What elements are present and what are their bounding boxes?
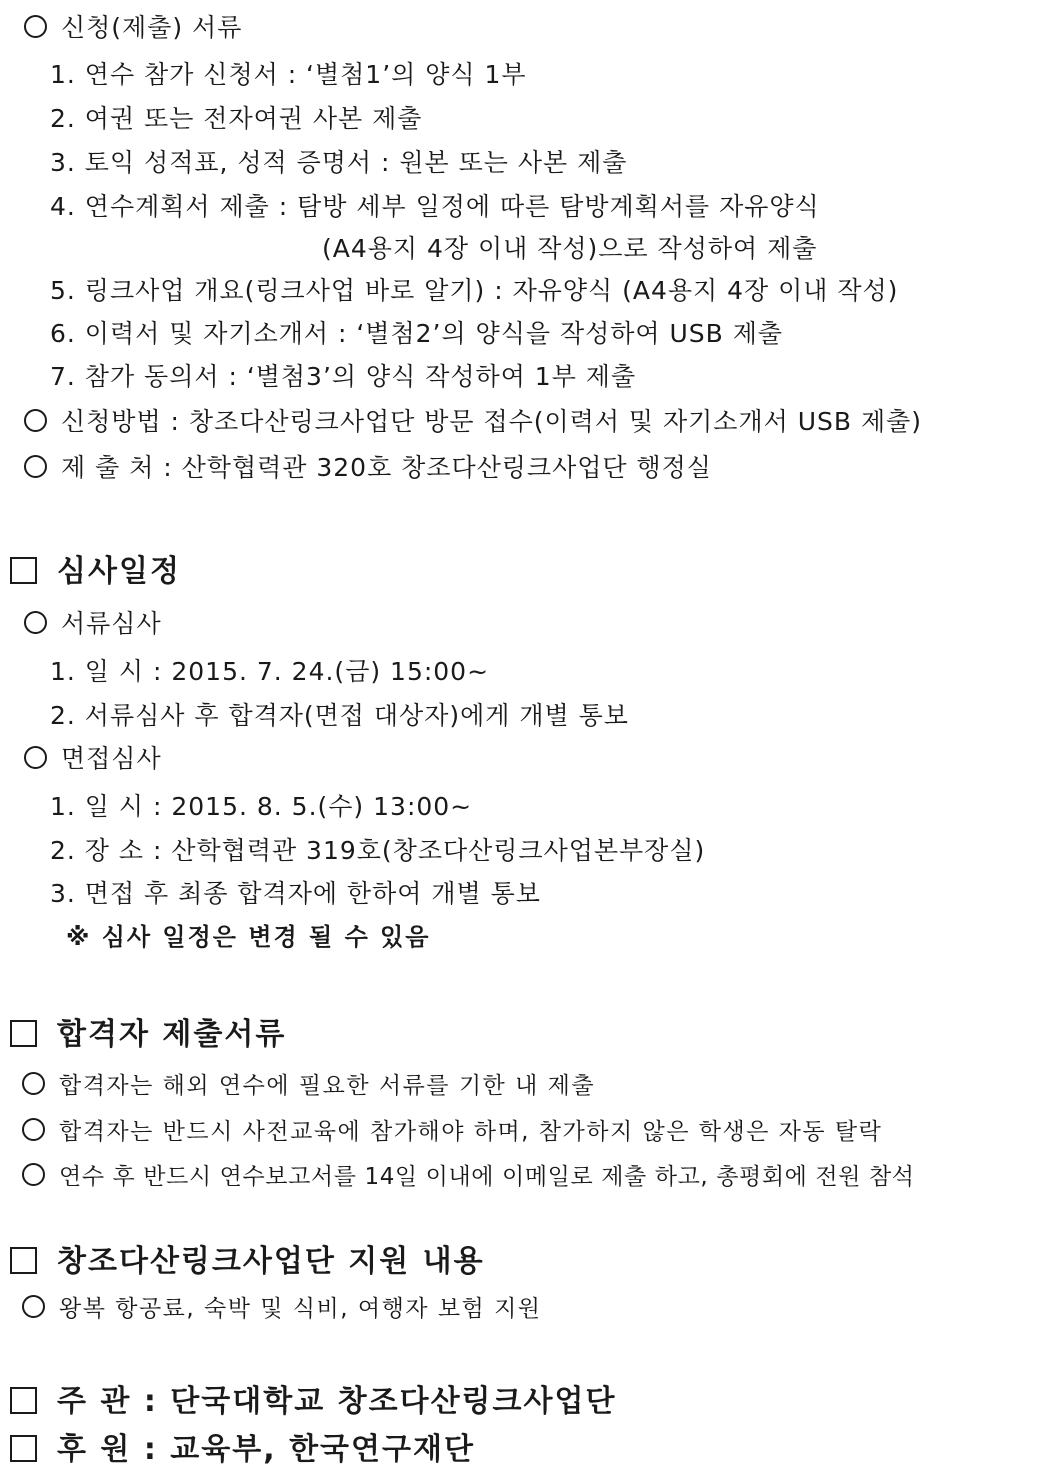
documents-item-2: 2. 여권 또는 전자여권 사본 제출: [50, 104, 423, 133]
support-heading: 창조다산링크사업단 지원 내용: [10, 1244, 485, 1280]
square-bullet-icon: [10, 557, 37, 584]
circle-bullet-icon: [24, 746, 47, 769]
circle-bullet-icon: [24, 409, 47, 432]
schedule-note: ※ 심사 일정은 변경 될 수 있음: [66, 923, 431, 951]
circle-bullet-icon: [22, 1072, 45, 1095]
documents-item-4: 4. 연수계획서 제출 : 탐방 세부 일정에 따른 탐방계획서를 자유양식: [50, 192, 820, 221]
circle-bullet-icon: [22, 1118, 45, 1141]
interview-item-2: 2. 장 소 : 산학협력관 319호(창조다산링크사업본부장실): [50, 836, 706, 865]
circle-bullet-icon: [24, 455, 47, 478]
schedule-heading: 심사일정: [10, 554, 181, 590]
support-item-1: 왕복 항공료, 숙박 및 식비, 여행자 보험 지원: [22, 1294, 542, 1324]
circle-bullet-icon: [24, 611, 47, 634]
accepted-item-2: 합격자는 반드시 사전교육에 참가해야 하며, 참가하지 않은 학생은 자동 탈락: [22, 1117, 882, 1147]
square-bullet-icon: [10, 1020, 37, 1047]
accepted-heading: 합격자 제출서류: [10, 1017, 286, 1053]
documents-title: 신청(제출) 서류: [24, 13, 242, 43]
document-review-title: 서류심사: [24, 609, 162, 639]
square-bullet-icon: [10, 1387, 37, 1414]
square-bullet-icon: [10, 1247, 37, 1274]
circle-bullet-icon: [22, 1163, 45, 1186]
accepted-item-1: 합격자는 해외 연수에 필요한 서류를 기한 내 제출: [22, 1071, 595, 1101]
circle-bullet-icon: [22, 1295, 45, 1318]
interview-item-3: 3. 면접 후 최종 합격자에 한하여 개별 통보: [50, 879, 541, 908]
accepted-item-3: 연수 후 반드시 연수보고서를 14일 이내에 이메일로 제출 하고, 총평회에 전원 참석: [22, 1162, 915, 1192]
documents-item-1: 1. 연수 참가 신청서 : ‘별첨1’의 양식 1부: [50, 60, 527, 89]
documents-item-4-continued: (A4용지 4장 이내 작성)으로 작성하여 제출: [322, 234, 818, 263]
sponsor-line: 후 원 : 교육부, 한국연구재단: [10, 1432, 475, 1468]
interview-title: 면접심사: [24, 744, 162, 774]
interview-item-1: 1. 일 시 : 2015. 8. 5.(수) 13:00~: [50, 792, 473, 821]
document-review-item-1: 1. 일 시 : 2015. 7. 24.(금) 15:00~: [50, 657, 490, 686]
square-bullet-icon: [10, 1435, 37, 1462]
document-review-item-2: 2. 서류심사 후 합격자(면접 대상자)에게 개별 통보: [50, 701, 629, 730]
documents-item-3: 3. 토익 성적표, 성적 증명서 : 원본 또는 사본 제출: [50, 148, 628, 177]
documents-item-6: 6. 이력서 및 자기소개서 : ‘별첨2’의 양식을 작성하여 USB 제출: [50, 319, 784, 348]
documents-place: 제 출 처 : 산학협력관 320호 창조다산링크사업단 행정실: [24, 453, 712, 483]
documents-item-7: 7. 참가 동의서 : ‘별첨3’의 양식 작성하여 1부 제출: [50, 362, 637, 391]
host-line: 주 관 : 단국대학교 창조다산링크사업단: [10, 1384, 616, 1420]
documents-item-5: 5. 링크사업 개요(링크사업 바로 알기) : 자유양식 (A4용지 4장 이내 작성): [50, 276, 899, 305]
documents-method: 신청방법 : 창조다산링크사업단 방문 접수(이력서 및 자기소개서 USB 제출): [24, 407, 922, 437]
circle-bullet-icon: [24, 15, 47, 38]
